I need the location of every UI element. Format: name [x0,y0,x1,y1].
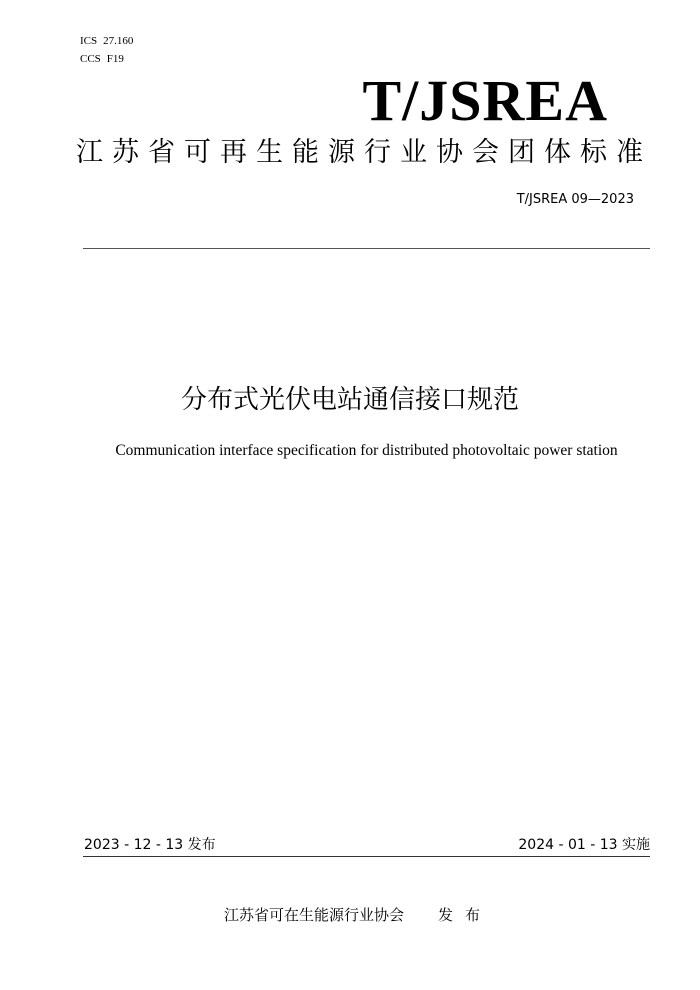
brand-logo-text: T/JSREA [362,68,608,133]
publish-label: 发布 [438,906,493,924]
implementation-date: 2024 - 01 - 13 实施 [518,837,650,853]
ccs-label: CCS [80,53,101,65]
document-title-english: Communication interface specification for distributed photovoltaic power station [115,442,618,459]
publisher-organization: 江苏省可在生能源行业协会 [224,906,405,924]
header-divider [83,248,650,249]
ccs-code [80,52,124,66]
ics-code [80,34,133,48]
ccs-value: F19 [106,53,124,65]
issue-date: 2023 - 12 - 13 发布 [84,837,216,853]
organization-standard-title: 江苏省可再生能源行业协会团体标准 [76,137,652,168]
footer-divider [83,856,650,857]
ics-label: ICS [80,35,98,47]
standard-number: T/JSREA 09—2023 [516,192,634,207]
document-title-chinese: 分布式光伏电站通信接口规范 [180,385,519,415]
publisher [224,904,492,926]
ics-value: 27.160 [103,35,134,47]
